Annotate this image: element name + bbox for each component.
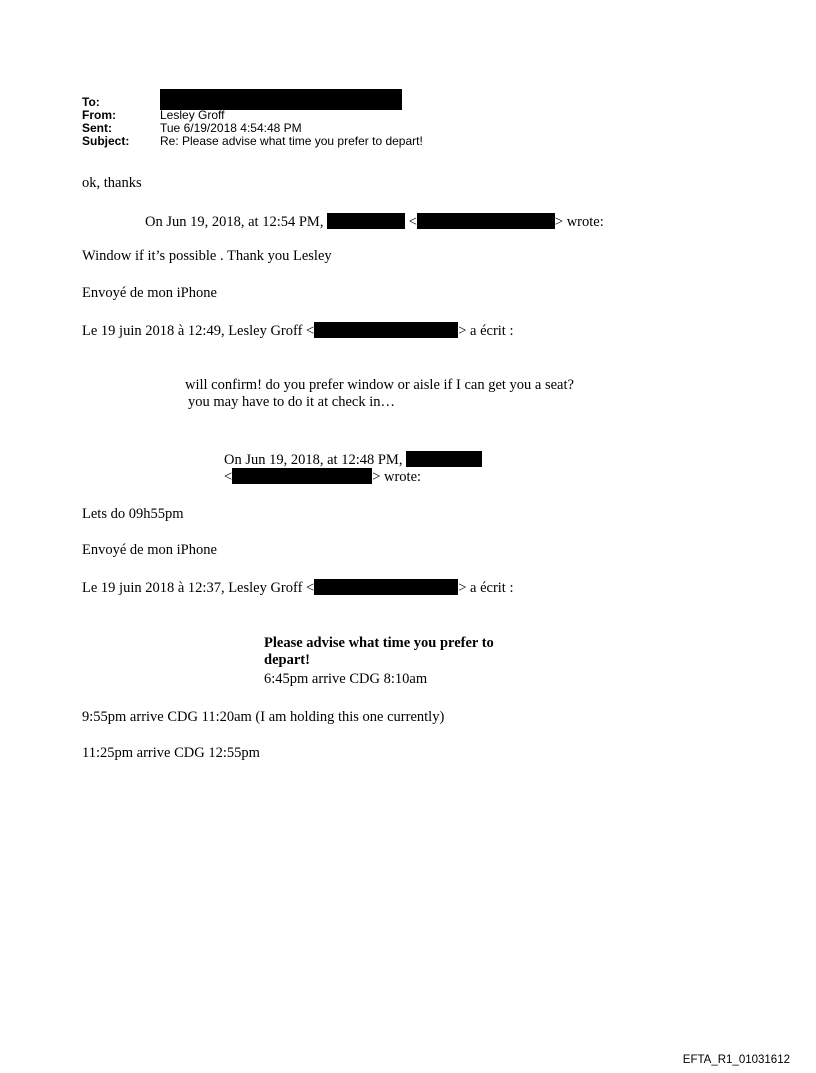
quote-line-2	[82, 322, 514, 340]
original-title-line-1: Please advise what time you prefer to	[264, 635, 494, 651]
redacted-email-2	[314, 322, 458, 338]
email-header	[82, 96, 502, 160]
message-window: Window if it’s possible . Thank you Lesley	[82, 248, 332, 264]
message-confirm-line-1: will confirm! do you prefer window or aisle if I can get you a seat?	[185, 377, 574, 393]
flight-option-2: 9:55pm arrive CDG 11:20am (I am holding this one currently)	[82, 709, 445, 725]
sent-value: Tue 6/19/2018 4:54:48 PM	[160, 121, 302, 135]
flight-option-3: 11:25pm arrive CDG 12:55pm	[82, 745, 260, 761]
quote1-prefix: On Jun 19, 2018, at 12:54 PM,	[145, 214, 324, 230]
sent-label: Sent:	[82, 121, 112, 135]
subject-value: Re: Please advise what time you prefer to depart!	[160, 134, 423, 148]
quote1-suffix: > wrote:	[554, 214, 604, 230]
redacted-sender-email-3	[232, 468, 372, 484]
to-label: To:	[82, 95, 100, 109]
quote-line-3	[224, 451, 482, 469]
redacted-to-address	[160, 89, 402, 110]
quote1-lt: <	[408, 214, 417, 230]
quote3-suffix: > wrote:	[372, 469, 422, 485]
quote4-suffix: > a écrit :	[458, 580, 514, 596]
quote-line-3b	[224, 468, 421, 486]
redacted-sender-name-3	[406, 451, 482, 467]
document-id: EFTA_R1_01031612	[682, 1054, 790, 1066]
quote2-suffix: > a écrit :	[458, 323, 514, 339]
from-value: Lesley Groff	[160, 108, 225, 122]
message-lets-do: Lets do 09h55pm	[82, 506, 184, 522]
flight-option-1: 6:45pm arrive CDG 8:10am	[264, 671, 428, 687]
redacted-sender-email	[417, 213, 555, 229]
quote-line-4	[82, 579, 514, 597]
redacted-email-4	[314, 579, 458, 595]
signature-1: Envoyé de mon iPhone	[82, 285, 217, 301]
quote4-prefix: Le 19 juin 2018 à 12:37, Lesley Groff <	[82, 580, 315, 596]
redacted-sender-name	[327, 213, 405, 229]
subject-label: Subject:	[82, 134, 130, 148]
original-title-line-2: depart!	[264, 652, 310, 668]
signature-2: Envoyé de mon iPhone	[82, 542, 217, 558]
message-confirm-line-2: you may have to do it at check in…	[188, 394, 395, 410]
reply-text: ok, thanks	[82, 175, 142, 191]
quote3-prefix: On Jun 19, 2018, at 12:48 PM,	[224, 452, 403, 468]
quote3-lt: <	[224, 469, 233, 485]
quote-line-1	[145, 213, 604, 231]
quote2-prefix: Le 19 juin 2018 à 12:49, Lesley Groff <	[82, 323, 315, 339]
from-label: From:	[82, 108, 116, 122]
